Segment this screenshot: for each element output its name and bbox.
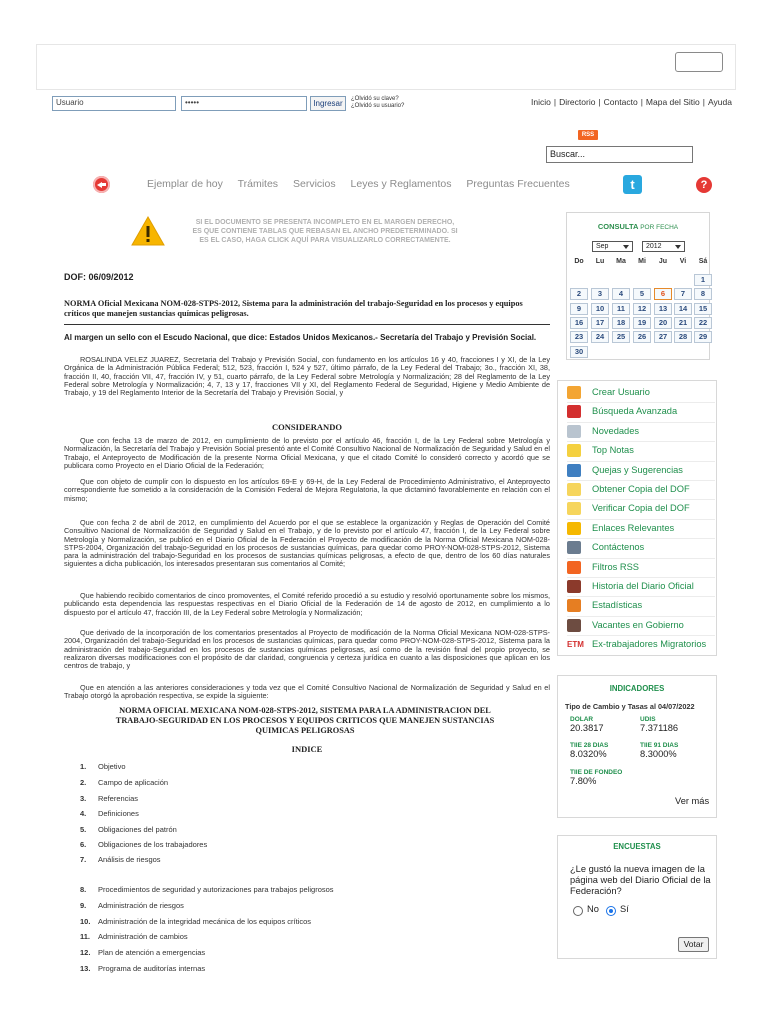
contact-card-icon — [567, 541, 581, 554]
calendar-day[interactable]: 6 — [654, 288, 672, 300]
menu-item-label: Filtros RSS — [592, 561, 640, 572]
calendar-day[interactable]: 4 — [612, 288, 630, 300]
radio-si-label: Sí — [620, 904, 629, 914]
considerando-heading: CONSIDERANDO — [272, 422, 342, 432]
index-item[interactable]: 1. Objetivo — [80, 762, 126, 771]
index-item[interactable]: 10. Administración de la integridad mecánica de los equipos críticos — [80, 917, 312, 926]
menu-item[interactable] — [567, 461, 715, 480]
verify-document-icon — [567, 502, 581, 515]
index-item[interactable]: 3. Referencias — [80, 794, 139, 803]
menu-item[interactable] — [567, 558, 715, 577]
menu-item-label: Novedades — [592, 425, 640, 436]
star-note-icon — [567, 444, 581, 457]
menu-item[interactable] — [567, 402, 715, 421]
calendar-day[interactable]: 23 — [570, 331, 588, 343]
warning-icon — [131, 216, 165, 246]
menu-item-label: Obtener Copia del DOF — [592, 484, 690, 494]
calendar-day[interactable]: 8 — [694, 288, 712, 300]
menu-item[interactable] — [567, 422, 715, 441]
menu-item[interactable] — [567, 538, 715, 557]
link-contacto[interactable]: Contacto — [603, 97, 638, 107]
mail-icon — [567, 464, 581, 477]
title-divider — [64, 324, 550, 325]
year-select[interactable]: 2012 — [642, 241, 685, 252]
month-select[interactable]: Sep — [592, 241, 633, 252]
calendar-day[interactable]: 16 — [570, 317, 588, 329]
radio-no[interactable] — [573, 906, 583, 916]
etm-icon: ETM — [567, 640, 584, 650]
nav-preguntas-frecuentes[interactable]: Preguntas Frecuentes — [466, 178, 570, 190]
bar-chart-icon — [567, 599, 581, 612]
indicadores-title: INDICADORES — [609, 684, 665, 693]
calendar-day[interactable]: 12 — [633, 303, 651, 315]
index-item[interactable]: 7. Análisis de riesgos — [80, 855, 161, 864]
nav-servicios[interactable]: Servicios — [292, 178, 336, 190]
nav-ejemplar-de-hoy[interactable]: Ejemplar de hoy — [147, 178, 223, 190]
calendar-weekday-label: Ma — [616, 258, 626, 265]
indicator-udis: UDIS 7.371186 — [640, 716, 679, 733]
rss-icon — [567, 561, 581, 574]
forgot-links — [351, 96, 404, 110]
document-title: NORMA Oficial Mexicana NOM-028-STPS-2012, Sistema para la administración del trabajo-Seguridad en los procesos y equipos críticos que manejen sustancias químicas peligrosas. — [64, 299, 523, 318]
calendar-day[interactable]: 9 — [570, 303, 588, 315]
menu-item-label: Búsqueda Avanzada — [592, 406, 678, 417]
login-button[interactable]: Ingresar — [310, 96, 346, 111]
margin-note: Al margen un sello con el Escudo Nacional, que dice: Estados Unidos Mexicanos.- Secretaría del Trabajo y Previsión Social. — [64, 333, 537, 342]
incomplete-document-warning[interactable]: SI EL DOCUMENTO SE PRESENTA INCOMPLETO EN EL MARGEN DERECHO, ES QUE CONTIENE TABLAS QUE REBASAN EL ANCHO PREDETERMINADO. SI ES EL CASO, HAGA CLICK AQUÍ PARA VISUALIZARLO CORRECTAMENTE. — [192, 219, 458, 244]
encuestas-title: ENCUESTAS — [613, 842, 661, 851]
menu-item-label: Enlaces Relevantes — [592, 522, 675, 533]
indicator-tiie-fondeo: TIIE DE FONDEO 7.80% — [570, 769, 623, 786]
considerando-paragraph: Que con objeto de cumplir con lo dispuesto en los artículos 69-E y 69-H, de la Ley Federal de Procedimiento Administrativo, el Anteproyecto correspondiente fue sometido a la consideración de la Comisión Federal de Mejora Regulatoria, la que dictaminó favorablemente en relación con el mismo; — [64, 477, 550, 503]
dof-date: DOF: 06/09/2012 — [64, 272, 134, 282]
calendar-day[interactable]: 19 — [633, 317, 651, 329]
menu-item[interactable] — [567, 480, 715, 499]
menu-item-label: Verificar Copia del DOF — [592, 503, 690, 514]
radio-si[interactable] — [606, 906, 616, 916]
norma-heading: NORMA OFICIAL MEXICANA NOM-028-STPS-2012, SISTEMA PARA LA ADMINISTRACION DEL TRABAJO-SEGURIDAD EN LOS PROCESOS Y EQUIPOS CRITICOS QUE MANEJEN SUSTANCIAS QUIMICAS PELIGROSAS — [115, 706, 495, 735]
considerando-paragraph: Que derivado de la incorporación de los comentarios presentados al Proyecto de modificación de la Norma Oficial Mexicana NOM-028-STPS-2004, Organización del trabajo-Seguridad en los procesos de sustancias químicas, para quedar como PROY-NOM-028-STPS-2012, Sistema para la administración del trabajo-Seguridad en los procesos de sustancias químicas peligrosas, así como de la revisión final del propio proyecto, se realizaron diversas modificaciones con el propósito de dar claridad, congruencia y certeza jurídica en cuanto a las disposiciones que aplican en los centros de trabajo, y — [64, 628, 550, 671]
link-mapa-sitio[interactable]: Mapa del Sitio — [645, 97, 700, 107]
index-item[interactable]: 9. Administración de riesgos — [80, 901, 184, 910]
radio-no-label: No — [587, 904, 599, 914]
menu-item[interactable] — [567, 519, 715, 538]
calendar-weekday-label: Ju — [658, 258, 668, 265]
nav-tramites[interactable]: Trámites — [237, 178, 279, 190]
briefcase-icon — [567, 619, 581, 632]
calendar-day[interactable]: 27 — [654, 331, 672, 343]
menu-item[interactable] — [567, 616, 715, 635]
document-icon — [567, 483, 581, 496]
top-links: Inicio | Directorio | Contacto | Mapa del Sitio | Ayuda — [531, 97, 732, 107]
menu-item[interactable] — [567, 635, 715, 654]
help-icon[interactable]: ? — [696, 177, 712, 193]
calendar-day[interactable]: 5 — [633, 288, 651, 300]
menu-item[interactable] — [567, 441, 715, 460]
calendar-day[interactable]: 29 — [694, 331, 712, 343]
index-item[interactable]: 13. Programa de auditorías internas — [80, 964, 206, 973]
considerando-paragraph: Que con fecha 13 de marzo de 2012, en cumplimiento de lo previsto por el artículo 46, fracción I, de la Ley Federal sobre Metrología y Normalización, la Secretaría del Trabajo y Previsión Social presentó ante el Comité Consultivo Nacional de Normalización de Seguridad y Salud en el Trabajo, el Anteproyecto de Modificación de la presente Norma Oficial Mexicana, y que el citado Comité lo consideró correcto y acordó que se publicara como Proyecto en el Diario Oficial de la Federación; — [64, 436, 550, 470]
calendar-weekday-label: Vi — [679, 258, 687, 265]
calendar-day[interactable]: 26 — [633, 331, 651, 343]
forgot-password-link[interactable]: ¿Olvidó su clave? — [351, 96, 399, 102]
calendar-day[interactable]: 14 — [674, 303, 692, 315]
search-icon — [567, 405, 581, 418]
password-input[interactable]: ••••• — [181, 96, 307, 111]
top-banner — [36, 44, 736, 90]
link-directorio[interactable]: Directorio — [559, 97, 596, 107]
menu-item[interactable] — [567, 383, 715, 402]
username-input[interactable]: Usuario — [52, 96, 176, 111]
index-item[interactable]: 6. Obligaciones de los trabajadores — [80, 840, 208, 849]
calendar-weekday-label: Lu — [595, 258, 605, 265]
menu-item-label: Vacantes en Gobierno — [592, 619, 684, 630]
considerando-paragraph: Que en atención a las anteriores consideraciones y toda vez que el Comité Consultivo Nacional de Normalización de Seguridad y Salud en el Trabajo otorgó la aprobación respectiva, se expide la siguiente: — [64, 683, 550, 701]
calendar-day[interactable]: 30 — [570, 346, 588, 358]
menu-item-label: Ex-trabajadores Migratorios — [592, 639, 707, 650]
index-item[interactable]: 2. Campo de aplicación — [80, 778, 169, 787]
index-item[interactable]: 5. Obligaciones del patrón — [80, 825, 177, 834]
calendar-day[interactable]: 11 — [612, 303, 630, 315]
vote-button[interactable]: Votar — [678, 937, 709, 952]
considerando-paragraph: Que con fecha 2 de abril de 2012, en cumplimiento del Acuerdo por el que se establece la organización y Reglas de Operación del Comité Consultivo Nacional de Normalización de Seguridad y Salud en el Trabajo, y de lo previsto por el artículo 47, fracción I, de la Ley Federal sobre Metrología y Normalización, se publicó en el Diario Oficial de la Federación el Proyecto de modificación de la Norma Oficial Mexicana NOM-028-STPS-2004, Organización del trabajo-Seguridad en los procesos de sustancias químicas, para quedar como PROY-NOM-028-STPS-2012, Sistema para la administración del trabajo-Seguridad en los procesos de sustancias químicas peligrosas, a efecto de que, dentro de los 60 días naturales siguientes a dicha publicación, los interesados presentaran sus comentarios al Comité; — [64, 518, 550, 569]
calendar-day[interactable]: 3 — [591, 288, 609, 300]
menu-item-label: Historia del Diario Oficial — [592, 581, 694, 591]
calendar-day[interactable]: 18 — [612, 317, 630, 329]
calendar-day[interactable]: 20 — [654, 317, 672, 329]
search-input[interactable]: Buscar... — [546, 146, 693, 163]
main-nav — [147, 178, 582, 190]
index-item[interactable]: 12. Plan de atención a emergencias — [80, 948, 206, 957]
calendar-weekday-label: Sá — [698, 258, 708, 265]
survey-question: ¿Le gustó la nueva imagen de la página web del Diario Oficial de la Federación? — [570, 864, 711, 896]
calendar-title: CONSULTA POR FECHA — [597, 222, 679, 231]
intro-paragraph: ROSALINDA VELEZ JUAREZ, Secretaria del Trabajo y Previsión Social, con fundamento en los artículos 16 y 40, fracciones I y XI, de la Ley Orgánica de la Administración Pública Federal; 512, 523, fracción I, 524 y 527, último párrafo, de la Ley Federal del Trabajo; 3o., fracción XI, 38, fracción II, 40, fracción VII, 47, fracción IV, y 51, cuarto párrafo, de la Ley Federal sobre Metrología y Normalización; 28 del Reglamento de la Ley Federal sobre Metrología y Normalización; 4, 7, 13 y 17, fracciones VII y XI, del Reglamento Federal de Seguridad, Higiene y Medio Ambiente de Trabajo, y 19 del Reglamento Interior de la Secretaría del Trabajo y Previsión Social, y — [64, 355, 550, 398]
twitter-icon[interactable]: t — [623, 175, 642, 194]
menu-item-label: Contáctenos — [592, 542, 645, 553]
calendar-day[interactable]: 17 — [591, 317, 609, 329]
index-item[interactable]: 8. Procedimientos de seguridad y autorizaciones para trabajos peligrosos — [80, 885, 334, 894]
menu-item-label: Top Notas — [592, 445, 634, 456]
index-heading: INDICE — [291, 744, 323, 754]
calendar-day[interactable]: 15 — [694, 303, 712, 315]
calendar-day[interactable]: 22 — [694, 317, 712, 329]
forgot-user-link[interactable]: ¿Olvidó su usuario? — [351, 103, 405, 109]
ver-mas-link[interactable]: Ver más — [675, 796, 710, 806]
star-icon — [567, 522, 581, 535]
calendar-day[interactable]: 10 — [591, 303, 609, 315]
menu-item[interactable] — [567, 577, 715, 596]
nav-leyes-reglamentos[interactable]: Leyes y Reglamentos — [350, 178, 452, 190]
calendar-weekday-label: Mi — [638, 258, 646, 265]
menu-item-label: Quejas y Sugerencias — [592, 464, 683, 475]
indicator-tiie-28: TIIE 28 DIAS 8.0320% — [570, 742, 609, 759]
index-item[interactable]: 4. Definiciones — [80, 809, 139, 818]
indicadores-subtitle: Tipo de Cambio y Tasas al 04/07/2022 — [565, 702, 695, 711]
indicator-tiie-91: TIIE 91 DIAS 8.3000% — [640, 742, 679, 759]
calendar-day[interactable]: 13 — [654, 303, 672, 315]
news-icon — [567, 425, 581, 438]
menu-item-label: Crear Usuario — [592, 387, 650, 397]
link-inicio[interactable]: Inicio — [531, 97, 551, 107]
menu-item[interactable] — [567, 596, 715, 615]
top-right-box[interactable] — [675, 52, 723, 72]
calendar-day[interactable]: 24 — [591, 331, 609, 343]
menu-item[interactable] — [567, 499, 715, 518]
indicator-dolar: DOLAR 20.3817 — [570, 716, 604, 733]
back-arrow-icon[interactable] — [93, 176, 110, 193]
calendar-day[interactable]: 25 — [612, 331, 630, 343]
calendar-weekday-label: Do — [574, 258, 584, 265]
calendar-day[interactable]: 21 — [674, 317, 692, 329]
user-add-icon — [567, 386, 581, 399]
calendar-day[interactable]: 28 — [674, 331, 692, 343]
index-item[interactable]: 11. Administración de cambios — [80, 932, 188, 941]
calendar-day[interactable]: 1 — [694, 274, 712, 286]
menu-item-label: Estadísticas — [592, 600, 643, 611]
link-ayuda[interactable]: Ayuda — [708, 97, 732, 107]
rss-badge[interactable]: RSS — [578, 130, 598, 140]
calendar-day[interactable]: 2 — [570, 288, 588, 300]
calendar-day[interactable]: 7 — [674, 288, 692, 300]
considerando-paragraph: Que habiendo recibido comentarios de cinco promoventes, el Comité referido procedió a su estudio y resolvió oportunamente sobre los mismos, publicando esta dependencia las respuestas respectivas en el Diario Oficial de la Federación de 14 de agosto de 2012, en cumplimiento a lo dispuesto por el artículo 47, fracción III, de la Ley Federal sobre Metrología y Normalización; — [64, 591, 550, 617]
book-icon — [567, 580, 581, 593]
